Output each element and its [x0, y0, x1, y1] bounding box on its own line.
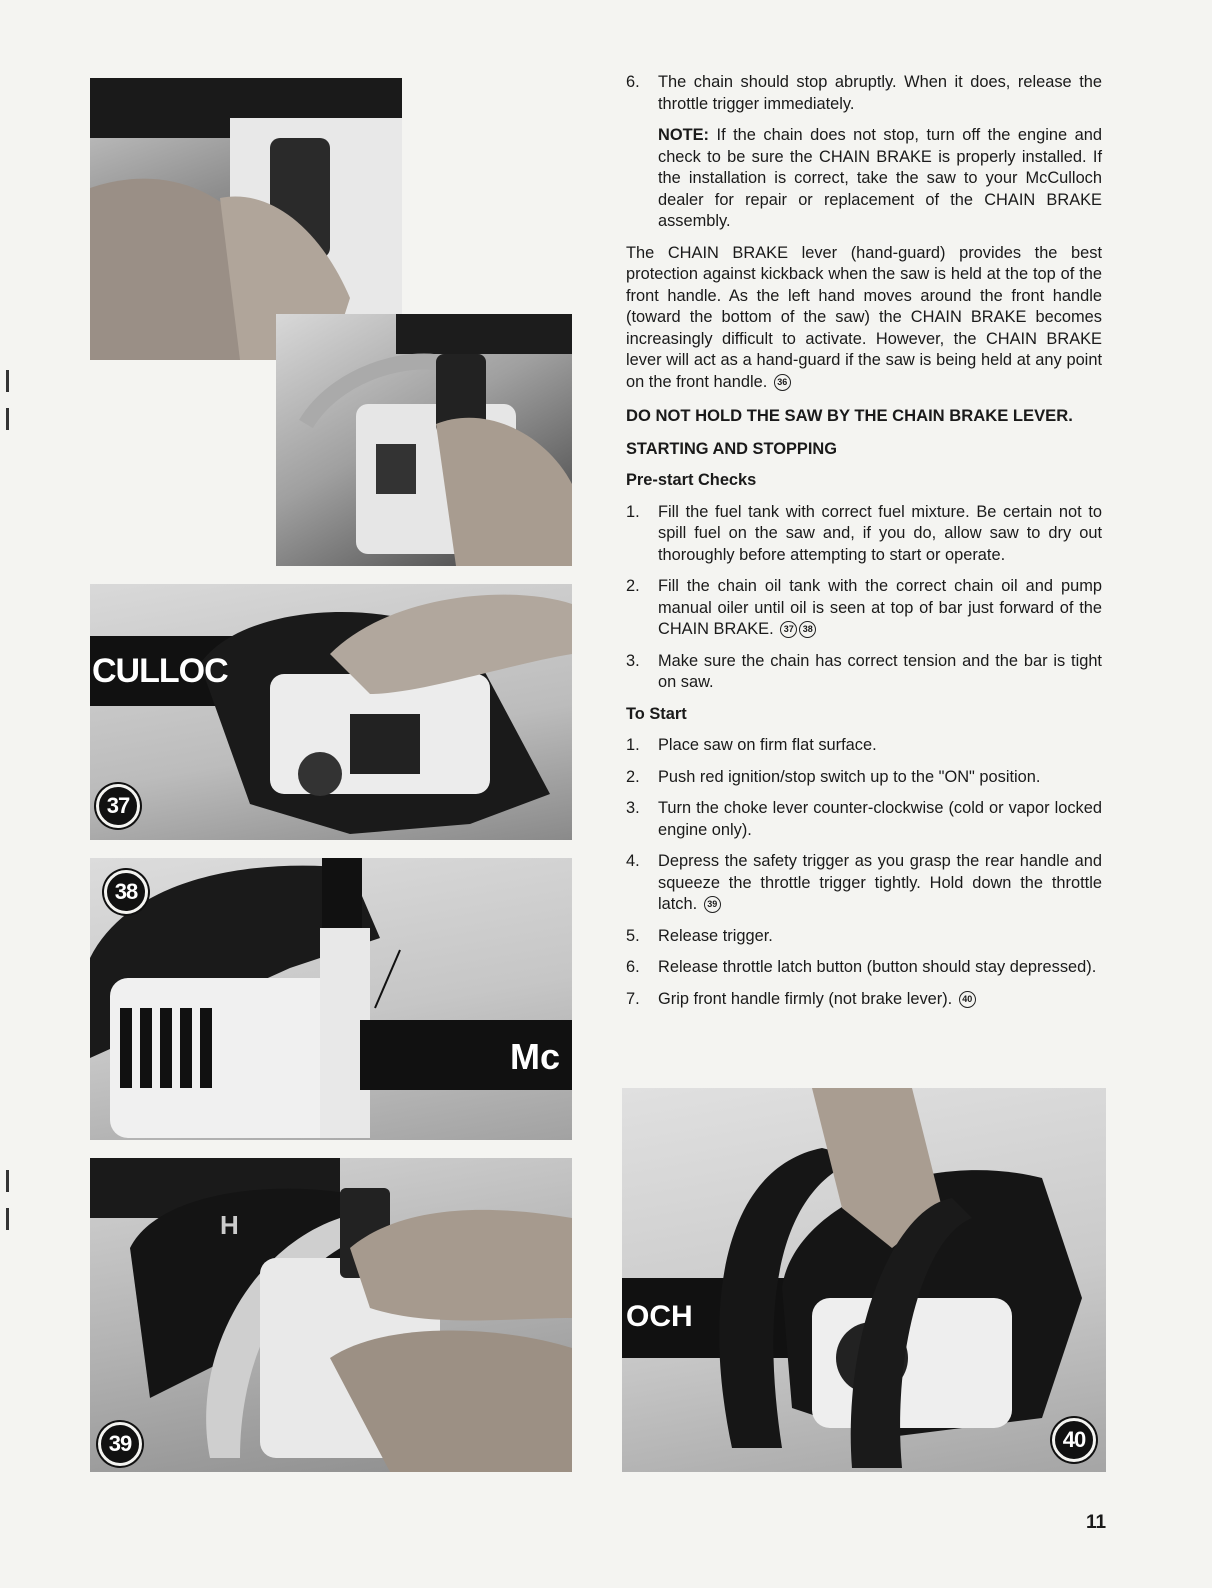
item-number: 2. — [626, 577, 640, 595]
item-text: The chain should stop abruptly. When it does, release the throttle trigger immediately. — [658, 73, 1102, 113]
section-heading: STARTING AND STOPPING — [626, 439, 837, 458]
item-text: Grip front handle firmly (not brake lever). — [658, 989, 953, 1008]
saw-bar-brand: H — [220, 1210, 239, 1240]
warning-heading: DO NOT HOLD THE SAW BY THE CHAIN BRAKE LEVER. — [626, 406, 1073, 425]
saw-bar-brand: CULLOC — [92, 652, 228, 690]
saw-bar-brand: OCH — [626, 1300, 693, 1333]
figure-ref: 40 — [959, 991, 976, 1008]
item-number: 5. — [626, 926, 640, 945]
note-label: NOTE: — [658, 126, 709, 144]
margin-mark — [6, 1170, 9, 1192]
item-number: 6. — [626, 958, 640, 976]
photo-figure-40 — [622, 1088, 1106, 1472]
item-text: Make sure the chain has correct tension and the bar is tight on saw. — [658, 651, 1102, 691]
list-item — [626, 735, 1102, 757]
photo-illustration — [622, 1088, 1106, 1472]
text-column — [626, 72, 1102, 1020]
item-number: 4. — [626, 852, 640, 870]
list-item — [626, 798, 1102, 841]
note-body: If the chain does not stop, turn off the engine and check to be sure the CHAIN BRAKE is properly installed. If the installation is correct, take the saw to your McCulloch dealer for repair or replacement of the CHAIN BRAKE assembly. — [658, 126, 1102, 230]
item-number: 7. — [626, 989, 640, 1008]
item-number: 1. — [626, 502, 640, 521]
list-item — [626, 767, 1102, 789]
subsection-heading: Pre-start Checks — [626, 471, 757, 489]
item-text: Release trigger. — [658, 926, 773, 945]
photo-illustration — [276, 314, 572, 566]
item-number: 3. — [626, 799, 640, 817]
photo-illustration — [90, 584, 572, 840]
note-paragraph — [626, 125, 1102, 233]
item-number: 6. — [626, 73, 640, 91]
item-text: Fill the fuel tank with correct fuel mixture. Be certain not to spill fuel on the saw and, if you do, allow saw to dry out thoroughly before attempting to start or operate. — [658, 502, 1102, 564]
photo-chain-brake-handle — [276, 314, 572, 566]
item-text: Turn the choke lever counter-clockwise (cold or vapor locked engine only). — [658, 799, 1102, 839]
list-item — [626, 72, 1102, 115]
list-item — [626, 851, 1102, 916]
item-number: 1. — [626, 736, 640, 754]
figure-number-badge: 37 — [96, 784, 140, 828]
saw-bar-brand: Mc — [510, 1036, 561, 1077]
page-number: 11 — [1086, 1512, 1107, 1533]
item-text: Push red ignition/stop switch up to the "ON" position. — [658, 767, 1041, 786]
margin-mark — [6, 370, 9, 392]
item-text: Fill the chain oil tank with the correct chain oil and pump manual oiler until oil is seen at top of bar just forward of the CHAIN BRAKE. — [658, 577, 1102, 638]
item-text: Depress the safety trigger as you grasp the rear handle and squeeze the throttle trigger tightly. Hold down the throttle latch. — [658, 852, 1102, 913]
subsection-heading: To Start — [626, 704, 687, 723]
photo-figure-39 — [90, 1158, 572, 1472]
list-item — [626, 926, 1102, 948]
list-item — [626, 989, 1102, 1011]
paragraph-text: The CHAIN BRAKE lever (hand-guard) provides the best protection against kickback when the saw is held at the top of the front handle. As the left hand moves around the front handle (toward the bottom of the saw) the CHAIN BRAKE becomes increasingly difficult to activate. However, the CHAIN BRAKE lever will act as a hand-guard if the saw is being held at any point on the front handle. — [626, 243, 1102, 391]
margin-mark — [6, 408, 9, 430]
figure-number-badge: 38 — [104, 870, 148, 914]
margin-mark — [6, 1208, 9, 1230]
item-number: 2. — [626, 767, 640, 786]
photo-illustration — [90, 1158, 572, 1472]
figure-number-badge: 39 — [98, 1422, 142, 1466]
figure-ref: 38 — [799, 621, 816, 638]
list-item — [626, 651, 1102, 694]
photo-illustration — [90, 858, 572, 1140]
list-item — [626, 502, 1102, 567]
figure-number-badge: 40 — [1052, 1418, 1096, 1462]
item-text: Release throttle latch button (button should stay depressed). — [658, 958, 1097, 976]
figure-ref: 36 — [774, 374, 791, 391]
photo-figure-38 — [90, 858, 572, 1140]
list-item — [626, 957, 1102, 979]
photo-figure-37 — [90, 584, 572, 840]
figure-ref: 39 — [704, 896, 721, 913]
figure-ref: 37 — [780, 621, 797, 638]
item-text: Place saw on firm flat surface. — [658, 736, 877, 754]
item-number: 3. — [626, 651, 640, 670]
body-paragraph — [626, 243, 1102, 394]
list-item — [626, 576, 1102, 641]
